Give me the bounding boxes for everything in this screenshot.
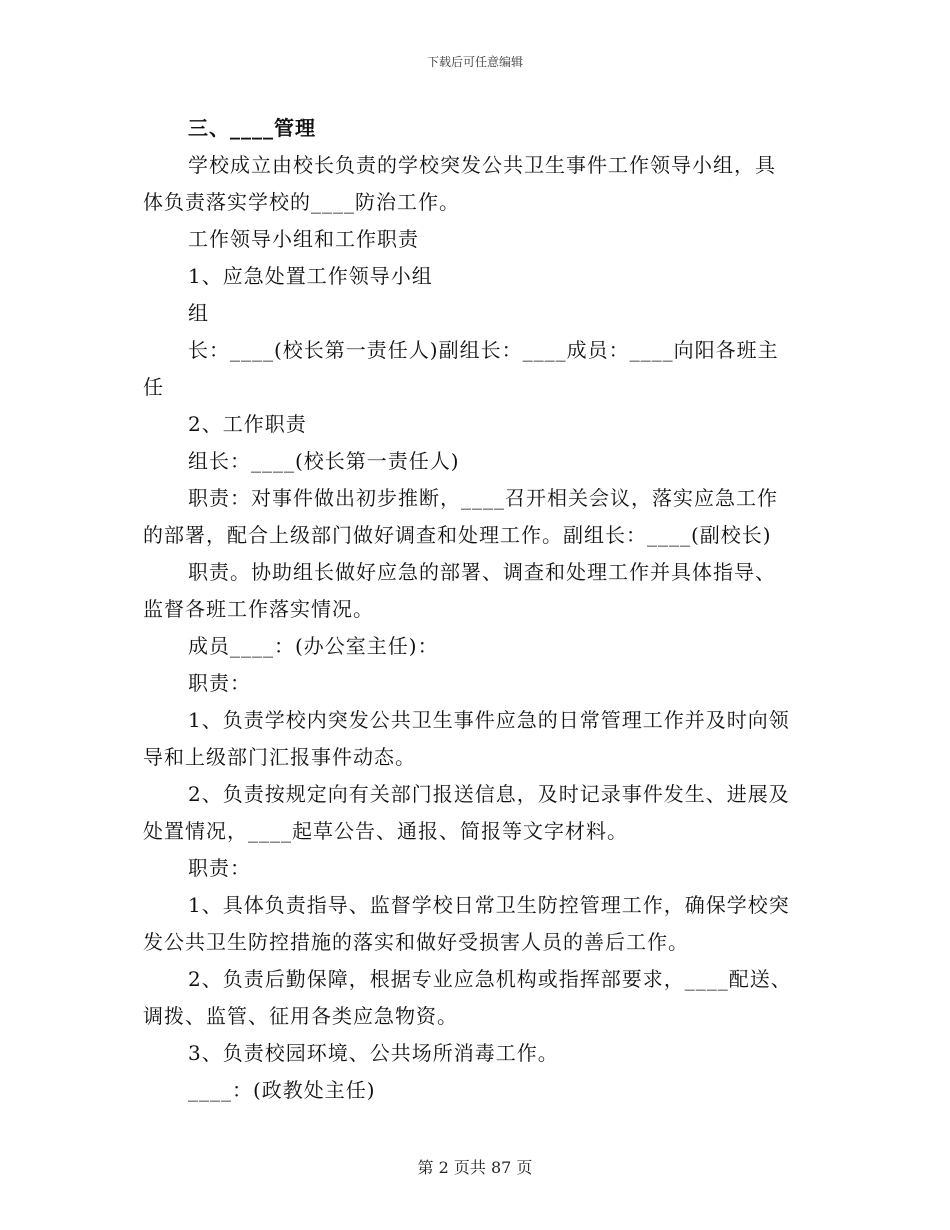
paragraph-line: 职责： <box>188 856 251 880</box>
paragraph-line: 工作领导小组和工作职责 <box>188 227 419 251</box>
paragraph-line: 成员____：(办公室主任)： <box>188 634 439 658</box>
list-item: 1、应急处置工作领导小组 <box>188 264 433 288</box>
paragraph-line: 任 <box>143 375 164 399</box>
paragraph-line: 组 <box>188 301 209 325</box>
paragraph-line: ____：(政教处主任) <box>188 1078 376 1102</box>
page-number: 第 2 页共 87 页 <box>417 1158 533 1177</box>
paragraph-line: 监督各班工作落实情况。 <box>143 597 374 621</box>
paragraph-line: 学校成立由校长负责的学校突发公共卫生事件工作领导小组，具 <box>188 153 776 177</box>
list-item: 2、负责按规定向有关部门报送信息，及时记录事件发生、进展及 <box>188 782 790 806</box>
paragraph-line: 处置情况，____起草公告、通报、简报等文字材料。 <box>143 819 628 843</box>
paragraph-line: 导和上级部门汇报事件动态。 <box>143 745 416 769</box>
section-heading: 三、____管理 <box>188 116 316 140</box>
list-item: 2、负责后勤保障，根据专业应急机构或指挥部要求，____配送、 <box>188 967 792 991</box>
list-item: 1、负责学校内突发公共卫生事件应急的日常管理工作并及时向领 <box>188 708 790 732</box>
paragraph-line: 发公共卫生防控措施的落实和做好受损害人员的善后工作。 <box>143 930 689 954</box>
paragraph-line: 职责。协助组长做好应急的部署、调查和处理工作并具体指导、 <box>188 560 776 584</box>
paragraph-line: 调拨、监管、征用各类应急物资。 <box>143 1004 458 1028</box>
paragraph-line: 的部署，配合上级部门做好调查和处理工作。副组长：____(副校长) <box>143 523 772 547</box>
paragraph-line: 体负责落实学校的____防治工作。 <box>143 190 460 214</box>
list-item: 3、负责校园环境、公共场所消毒工作。 <box>188 1041 559 1065</box>
paragraph-line: 职责：对事件做出初步推断，____召开相关会议，落实应急工作 <box>188 486 778 510</box>
list-item: 1、具体负责指导、监督学校日常卫生防控管理工作，确保学校突 <box>188 893 790 917</box>
paragraph-line: 职责： <box>188 671 251 695</box>
list-item: 2、工作职责 <box>188 412 307 436</box>
document-body <box>143 110 807 1109</box>
paragraph-line: 组长：____(校长第一责任人) <box>188 449 460 473</box>
page-header-note: 下载后可任意编辑 <box>426 55 523 69</box>
paragraph-line: 长：____(校长第一责任人)副组长：____成员：____向阳各班主 <box>188 338 779 362</box>
